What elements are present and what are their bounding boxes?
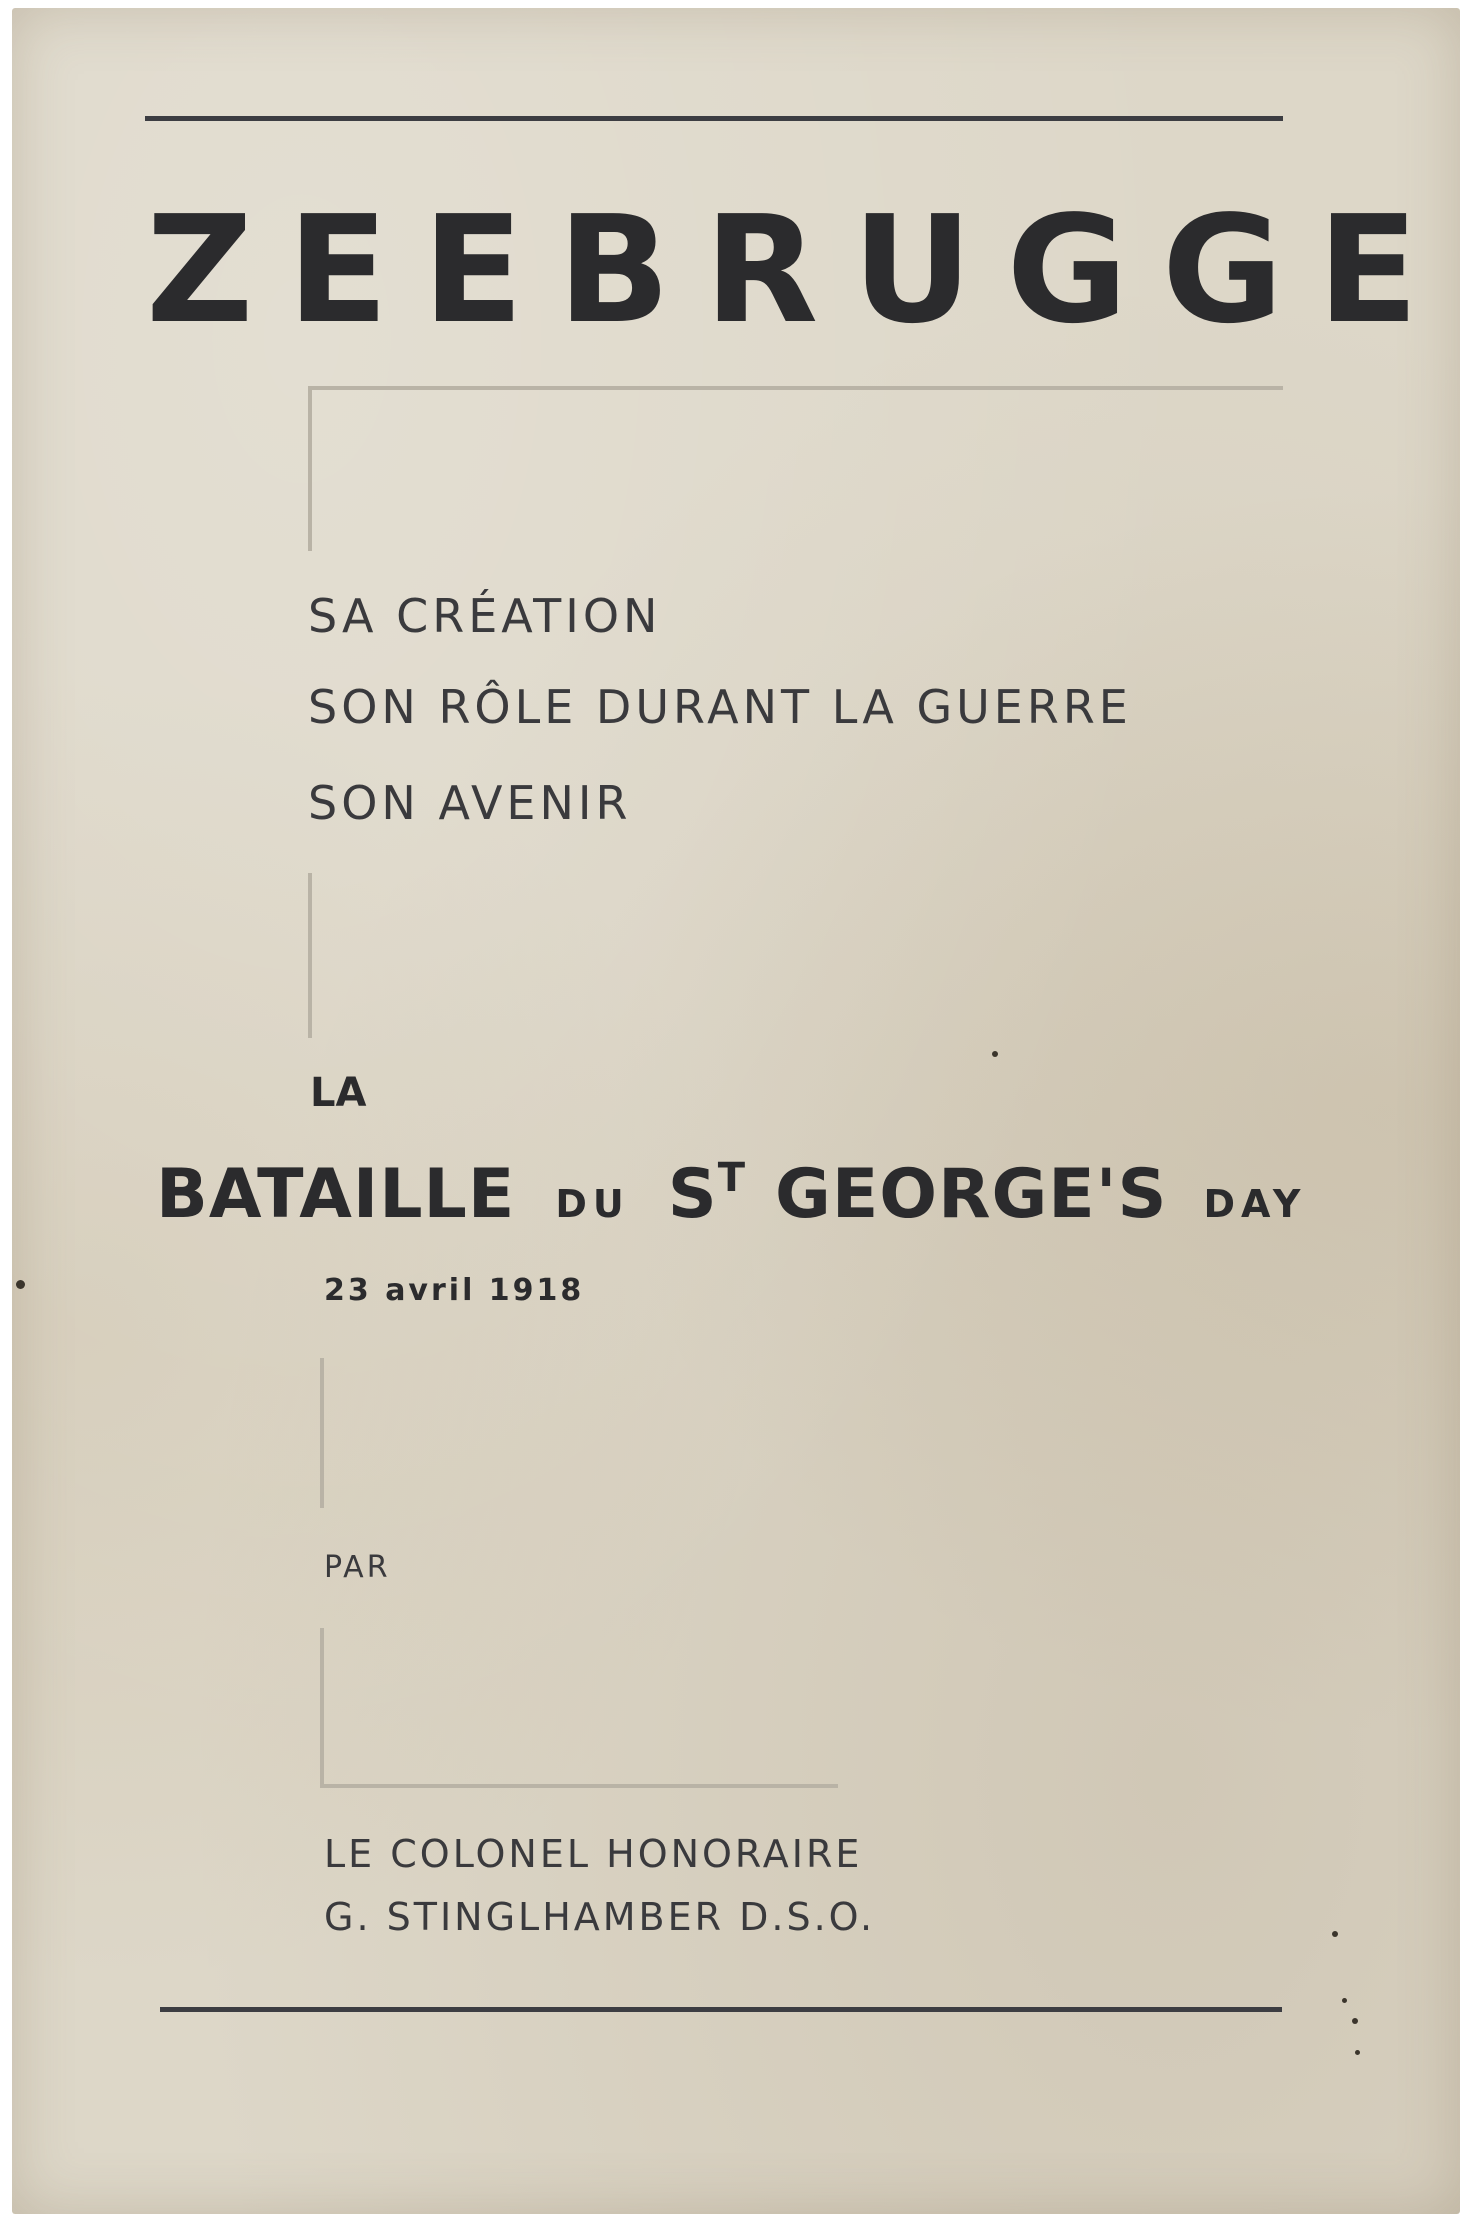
paper-speck (1355, 2050, 1360, 2055)
battle-saint-abbrev: S (667, 1155, 718, 1234)
subtitle-line-2: SON RÔLE DURANT LA GUERRE (308, 680, 1132, 734)
battle-word-du: DU (555, 1182, 630, 1226)
battle-saint-sup: T (717, 1155, 746, 1201)
author-line-2: G. STINGLHAMBER D.S.O. (324, 1895, 876, 1939)
cover-title: ZEEBRUGGE (146, 184, 1453, 356)
battle-date: 23 avril 1918 (324, 1273, 585, 1308)
paper-speck (1352, 2018, 1358, 2024)
author-line-1: LE COLONEL HONORAIRE (324, 1832, 863, 1876)
battle-title (156, 1155, 1307, 1234)
battle-article: LA (310, 1070, 367, 1116)
bracket-left-line-2 (308, 873, 312, 1038)
bracket-left-line-3 (320, 1358, 324, 1508)
bracket-left-line-1 (308, 386, 312, 551)
bottom-rule (160, 2007, 1282, 2012)
paper-speck (16, 1280, 25, 1289)
subtitle-line-1: SA CRÉATION (308, 589, 662, 643)
battle-name: GEORGE'S (775, 1155, 1168, 1234)
battle-word-day: DAY (1203, 1182, 1307, 1226)
bracket-top-line (308, 386, 1283, 390)
paper-speck (1332, 1931, 1338, 1937)
battle-word-bataille: BATAILLE (156, 1155, 516, 1234)
paper-speck (1342, 1998, 1347, 2003)
book-cover (12, 8, 1460, 2214)
subtitle-line-3: SON AVENIR (308, 776, 632, 830)
bracket-left-line-4 (320, 1628, 324, 1788)
paper-speck (992, 1051, 998, 1057)
top-rule (145, 116, 1283, 121)
by-label: PAR (324, 1550, 391, 1585)
bracket-bottom-line (320, 1784, 838, 1788)
